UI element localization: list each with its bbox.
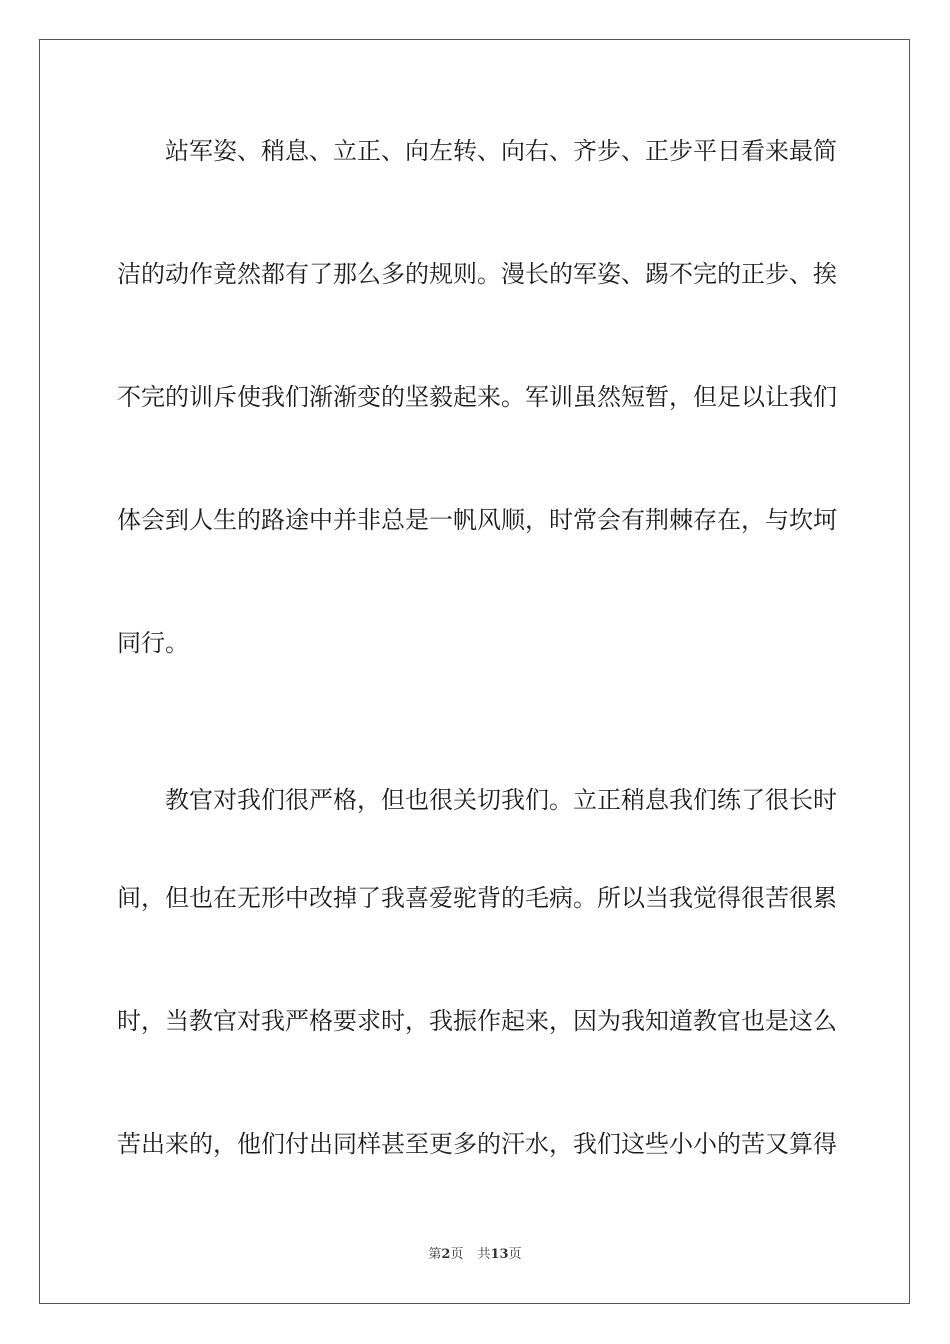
paragraph-1-line-5: 同行。 — [117, 629, 189, 657]
paragraph-2-line-3: 时，当教官对我严格要求时，我振作起来，因为我知道教官也是这么 — [117, 1007, 837, 1035]
page-prefix: 第 — [428, 1247, 442, 1262]
page-border — [39, 39, 910, 1304]
total-pages-number: 13 — [490, 1247, 509, 1262]
paragraph-2-line-1: 教官对我们很严格，但也很关切我们。立正稍息我们练了很长时 — [165, 786, 837, 814]
paragraph-2-line-4: 苦出来的，他们付出同样甚至更多的汗水，我们这些小小的苦又算得 — [117, 1130, 837, 1158]
page-footer — [0, 1247, 950, 1263]
paragraph-1-line-3: 不完的训斥使我们渐渐变的坚毅起来。军训虽然短暂，但足以让我们 — [117, 383, 837, 411]
current-page-number: 2 — [441, 1247, 451, 1262]
paragraph-1-line-2: 洁的动作竟然都有了那么多的规则。漫长的军姿、踢不完的正步、挨 — [117, 260, 837, 288]
total-suffix: 页 — [508, 1247, 522, 1262]
total-prefix: 共 — [477, 1247, 491, 1262]
page-suffix: 页 — [450, 1247, 464, 1262]
paragraph-1-line-1: 站军姿、稍息、立正、向左转、向右、齐步、正步平日看来最简 — [165, 137, 837, 165]
paragraph-1-line-4: 体会到人生的路途中并非总是一帆风顺，时常会有荆棘存在，与坎坷 — [117, 506, 837, 534]
paragraph-2-line-2: 间，但也在无形中改掉了我喜爱驼背的毛病。所以当我觉得很苦很累 — [117, 884, 837, 912]
